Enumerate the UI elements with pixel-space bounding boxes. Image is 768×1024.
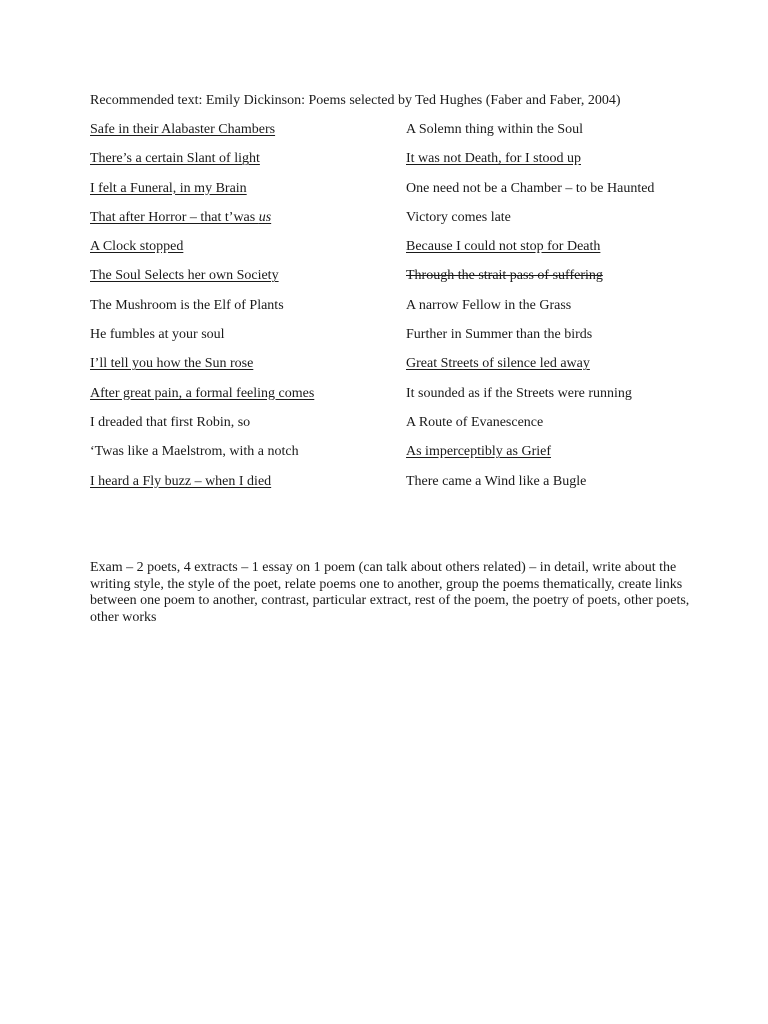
poem-title-text: Victory comes late [406,209,511,225]
poem-title-text: As imperceptibly as Grief [406,444,552,460]
poem-title-text: There came a Wind like a Bugle [406,473,587,489]
poem-title [406,209,726,238]
poem-title [406,385,726,414]
poem-title-text: I dreaded that first Robin, so [90,414,251,430]
poem-title-text: Further in Summer than the birds [406,327,593,343]
poem-title [90,385,390,414]
poem-title-text: It was not Death, for I stood up [406,151,581,167]
poem-title [90,443,390,472]
poem-title [406,297,726,326]
poem-title [406,326,726,355]
poem-title-text: The Soul Selects her own Society [90,268,279,284]
poem-title [406,473,726,502]
poem-title-italic-word: us [258,209,272,225]
poem-title [90,297,390,326]
poem-title-text: Because I could not stop for Death [406,239,601,255]
poem-title-text: There’s a certain Slant of light [90,151,260,167]
poem-title-text: I heard a Fly buzz – when I died [90,473,272,489]
poem-title-text: Through the strait pass of suffering [406,268,603,284]
poem-title [90,121,390,150]
poem-list-right [406,121,726,502]
poem-title [406,443,726,472]
poem-title-text: One need not be a Chamber – to be Haunted [406,180,655,196]
poem-title-text: A Route of Evanescence [406,414,544,430]
poem-title [406,121,726,150]
poem-title-text: Safe in their Alabaster Chambers [90,122,276,137]
poem-title [406,238,726,267]
poem-title-text: Great Streets of silence led away [406,356,590,372]
poem-title-text: That after Horror – that t’was [90,209,259,225]
poem-title [90,180,390,209]
exam-note-paragraph: Exam – 2 poets, 4 extracts – 1 essay on 1 poem (can talk about others related) – in detail, write about the writing style, the style of the poet, relate poems one to another, group the poems thematically, create links between one poem to another, contrast, particular extract, rest of the poem, the poetry of poets, other poets, other works [90,560,690,625]
poem-list-left [90,121,390,502]
poem-title [90,473,390,502]
poem-title [406,150,726,179]
poem-title [406,355,726,384]
poem-title [90,326,390,355]
poem-title [406,414,726,443]
poem-title [90,355,390,384]
poem-title-text: A Solemn thing within the Soul [406,122,583,137]
poem-title-text: A narrow Fellow in the Grass [406,297,572,313]
recommended-text-heading: Recommended text: Emily Dickinson: Poems selected by Ted Hughes (Faber and Faber, 2004) [90,93,621,108]
poem-title [90,414,390,443]
poem-title-text: He fumbles at your soul [90,327,225,343]
poem-title-text: I felt a Funeral, in my Brain [90,180,247,196]
poem-title-text: After great pain, a formal feeling comes [90,385,315,401]
poem-title-text: ‘Twas like a Maelstrom, with a notch [90,444,299,460]
poem-title-text: A Clock stopped [90,239,184,255]
poem-title-text: The Mushroom is the Elf of Plants [90,297,284,313]
poem-title [90,209,390,238]
poem-title [406,180,726,209]
poem-title [90,238,390,267]
poem-title [90,150,390,179]
poem-title-text: I’ll tell you how the Sun rose [90,356,254,372]
poem-title-text: It sounded as if the Streets were running [406,385,632,401]
poem-title [90,267,390,296]
poem-title [406,267,726,296]
